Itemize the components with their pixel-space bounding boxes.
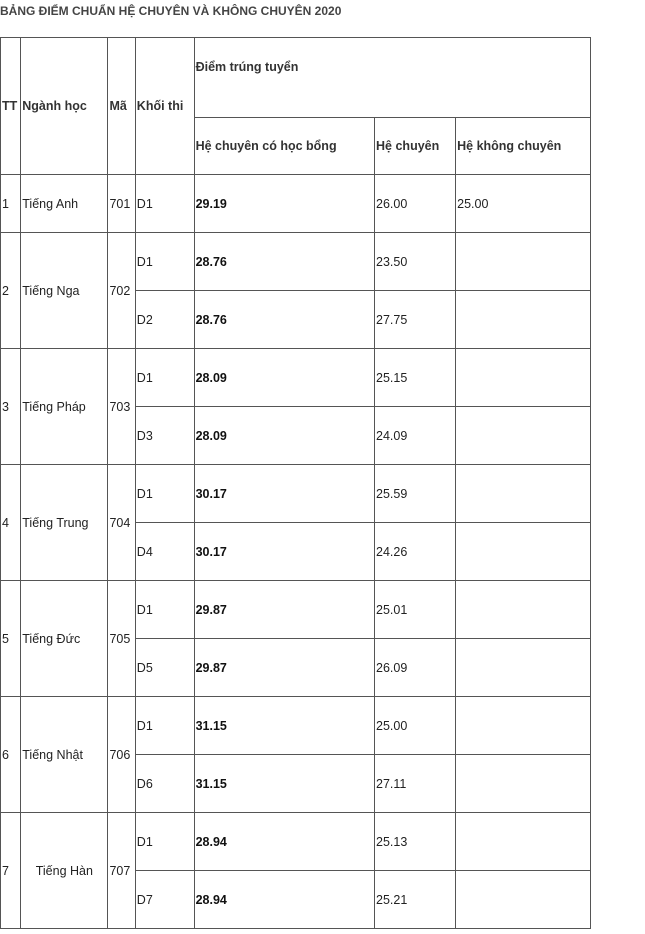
header-ma: Mã xyxy=(108,38,135,175)
cell-he-chuyen: 25.59 xyxy=(375,465,456,523)
header-tt: TT xyxy=(1,38,21,175)
cell-hoc-bong: 29.87 xyxy=(194,581,374,639)
cell-hoc-bong: 28.09 xyxy=(194,349,374,407)
table-row xyxy=(1,175,591,233)
cell-he-chuyen: 25.00 xyxy=(375,697,456,755)
cell-khoi: D3 xyxy=(135,407,194,465)
table-row xyxy=(1,813,591,871)
cell-nganh: Tiếng Nhật xyxy=(21,697,108,813)
header-diem: Điểm trúng tuyển xyxy=(194,38,590,118)
cell-khong-chuyen xyxy=(456,291,591,349)
header-khong-chuyen: Hệ không chuyên xyxy=(456,118,591,175)
cell-ma: 702 xyxy=(108,233,135,349)
cell-hoc-bong: 31.15 xyxy=(194,755,374,813)
cell-hoc-bong: 28.94 xyxy=(194,871,374,929)
cell-khong-chuyen xyxy=(456,407,591,465)
cell-khong-chuyen xyxy=(456,465,591,523)
cell-nganh: Tiếng Trung xyxy=(21,465,108,581)
cell-tt: 3 xyxy=(1,349,21,465)
cell-he-chuyen: 25.01 xyxy=(375,581,456,639)
cell-hoc-bong: 29.19 xyxy=(194,175,374,233)
cell-tt: 2 xyxy=(1,233,21,349)
table-row xyxy=(1,697,591,755)
table-row xyxy=(1,581,591,639)
cell-khoi: D5 xyxy=(135,639,194,697)
table-row xyxy=(1,349,591,407)
cell-hoc-bong: 28.76 xyxy=(194,291,374,349)
cell-hoc-bong: 30.17 xyxy=(194,465,374,523)
header-hoc-bong: Hệ chuyên có học bổng xyxy=(194,118,374,175)
cell-nganh: Tiếng Nga xyxy=(21,233,108,349)
cell-he-chuyen: 26.09 xyxy=(375,639,456,697)
cell-he-chuyen: 24.26 xyxy=(375,523,456,581)
cell-khong-chuyen xyxy=(456,349,591,407)
score-table xyxy=(0,37,591,929)
cell-tt: 1 xyxy=(1,175,21,233)
cell-he-chuyen: 27.11 xyxy=(375,755,456,813)
cell-he-chuyen: 26.00 xyxy=(375,175,456,233)
cell-khoi: D1 xyxy=(135,581,194,639)
header-he-chuyen: Hệ chuyên xyxy=(375,118,456,175)
cell-nganh: Tiếng Pháp xyxy=(21,349,108,465)
cell-hoc-bong: 28.09 xyxy=(194,407,374,465)
cell-khong-chuyen xyxy=(456,233,591,291)
cell-hoc-bong: 30.17 xyxy=(194,523,374,581)
cell-khong-chuyen xyxy=(456,523,591,581)
header-nganh: Ngành học xyxy=(21,38,108,175)
cell-khong-chuyen xyxy=(456,813,591,871)
cell-ma: 703 xyxy=(108,349,135,465)
cell-he-chuyen: 25.21 xyxy=(375,871,456,929)
cell-khoi: D6 xyxy=(135,755,194,813)
table-row xyxy=(1,465,591,523)
cell-khoi: D7 xyxy=(135,871,194,929)
cell-he-chuyen: 23.50 xyxy=(375,233,456,291)
header-khoi: Khối thi xyxy=(135,38,194,175)
cell-hoc-bong: 31.15 xyxy=(194,697,374,755)
cell-khong-chuyen xyxy=(456,755,591,813)
cell-he-chuyen: 27.75 xyxy=(375,291,456,349)
cell-ma: 704 xyxy=(108,465,135,581)
cell-khoi: D1 xyxy=(135,465,194,523)
cell-khong-chuyen xyxy=(456,581,591,639)
header-row xyxy=(1,38,591,118)
cell-khoi: D1 xyxy=(135,697,194,755)
cell-khoi: D4 xyxy=(135,523,194,581)
cell-ma: 707 xyxy=(108,813,135,929)
cell-nganh: Tiếng Đức xyxy=(21,581,108,697)
cell-he-chuyen: 24.09 xyxy=(375,407,456,465)
cell-khong-chuyen xyxy=(456,871,591,929)
cell-tt: 6 xyxy=(1,697,21,813)
page-title: BẢNG ĐIỂM CHUẨN HỆ CHUYÊN VÀ KHÔNG CHUYÊN 2020 xyxy=(0,4,342,18)
cell-khoi: D1 xyxy=(135,813,194,871)
cell-tt: 7 xyxy=(1,813,21,929)
cell-ma: 701 xyxy=(108,175,135,233)
cell-khong-chuyen: 25.00 xyxy=(456,175,591,233)
cell-ma: 705 xyxy=(108,581,135,697)
cell-he-chuyen: 25.15 xyxy=(375,349,456,407)
cell-khoi: D1 xyxy=(135,349,194,407)
cell-khoi: D2 xyxy=(135,291,194,349)
cell-tt: 4 xyxy=(1,465,21,581)
cell-nganh: Tiếng Hàn xyxy=(21,813,108,929)
cell-khong-chuyen xyxy=(456,697,591,755)
cell-he-chuyen: 25.13 xyxy=(375,813,456,871)
cell-nganh: Tiếng Anh xyxy=(21,175,108,233)
cell-hoc-bong: 28.94 xyxy=(194,813,374,871)
cell-hoc-bong: 28.76 xyxy=(194,233,374,291)
cell-ma: 706 xyxy=(108,697,135,813)
cell-tt: 5 xyxy=(1,581,21,697)
cell-hoc-bong: 29.87 xyxy=(194,639,374,697)
cell-khoi: D1 xyxy=(135,233,194,291)
table-row xyxy=(1,233,591,291)
cell-khoi: D1 xyxy=(135,175,194,233)
cell-khong-chuyen xyxy=(456,639,591,697)
